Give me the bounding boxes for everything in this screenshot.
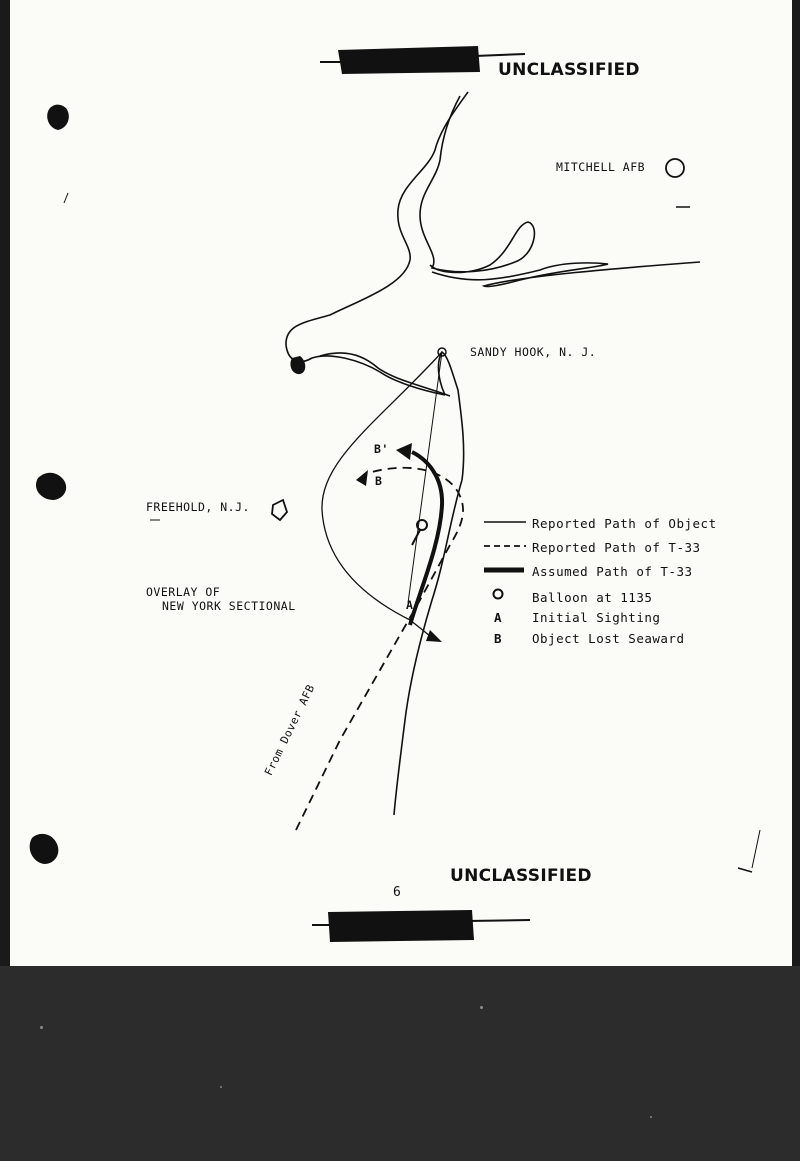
label-point-b-prime: B' [374,442,389,456]
label-point-b: B [375,474,383,488]
mitchell-afb-symbol [666,159,684,177]
t33-assumed-arrowhead [396,443,412,460]
land-blot [290,356,305,374]
coastline-jersey-shore [394,480,462,815]
redaction-bar-bottom [328,910,474,942]
legend-item-object-lost: Object Lost Seaward [532,631,685,646]
label-point-a: A [406,598,414,612]
legend-symbol-b: B [494,631,503,646]
sandy-hook-spit [438,352,463,480]
legend-item-object-path: Reported Path of Object [532,516,717,531]
object-path [322,352,442,638]
label-overlay-line2: NEW YORK SECTIONAL [162,599,296,613]
label-freehold: FREEHOLD, N.J. [146,500,250,514]
legend-item-initial-sighting: Initial Sighting [532,610,661,625]
label-overlay-line1: OVERLAY OF [146,585,221,599]
freehold-symbol [272,500,287,520]
scan-blot-3 [30,834,59,864]
label-sandy-hook: SANDY HOOK, N. J. [470,345,597,359]
t33-reported-path [296,468,463,830]
legend-item-t33-reported: Reported Path of T-33 [532,540,701,555]
page-number: 6 [393,885,402,900]
legend-symbol-a: A [494,610,503,625]
coastline-hudson [286,92,468,395]
redaction-bar-top [338,46,480,74]
label-mitchell-afb: MITCHELL AFB [556,160,646,174]
legend-balloon-symbol [494,590,503,599]
t33-reported-arrowhead [356,470,368,486]
coastline-inner [420,96,534,273]
legend-item-balloon: Balloon at 1135 [532,590,653,605]
scan-blot-2 [36,473,66,500]
object-path-arrowhead [426,630,442,642]
header-classification: UNCLASSIFIED [498,60,640,80]
coastline-jamaica-bay [432,262,700,287]
footer-classification: UNCLASSIFIED [450,866,592,886]
legend-item-t33-assumed: Assumed Path of T-33 [532,564,693,579]
scan-blot-1 [47,105,69,130]
label-from-dover: From Dover AFB [262,682,318,778]
